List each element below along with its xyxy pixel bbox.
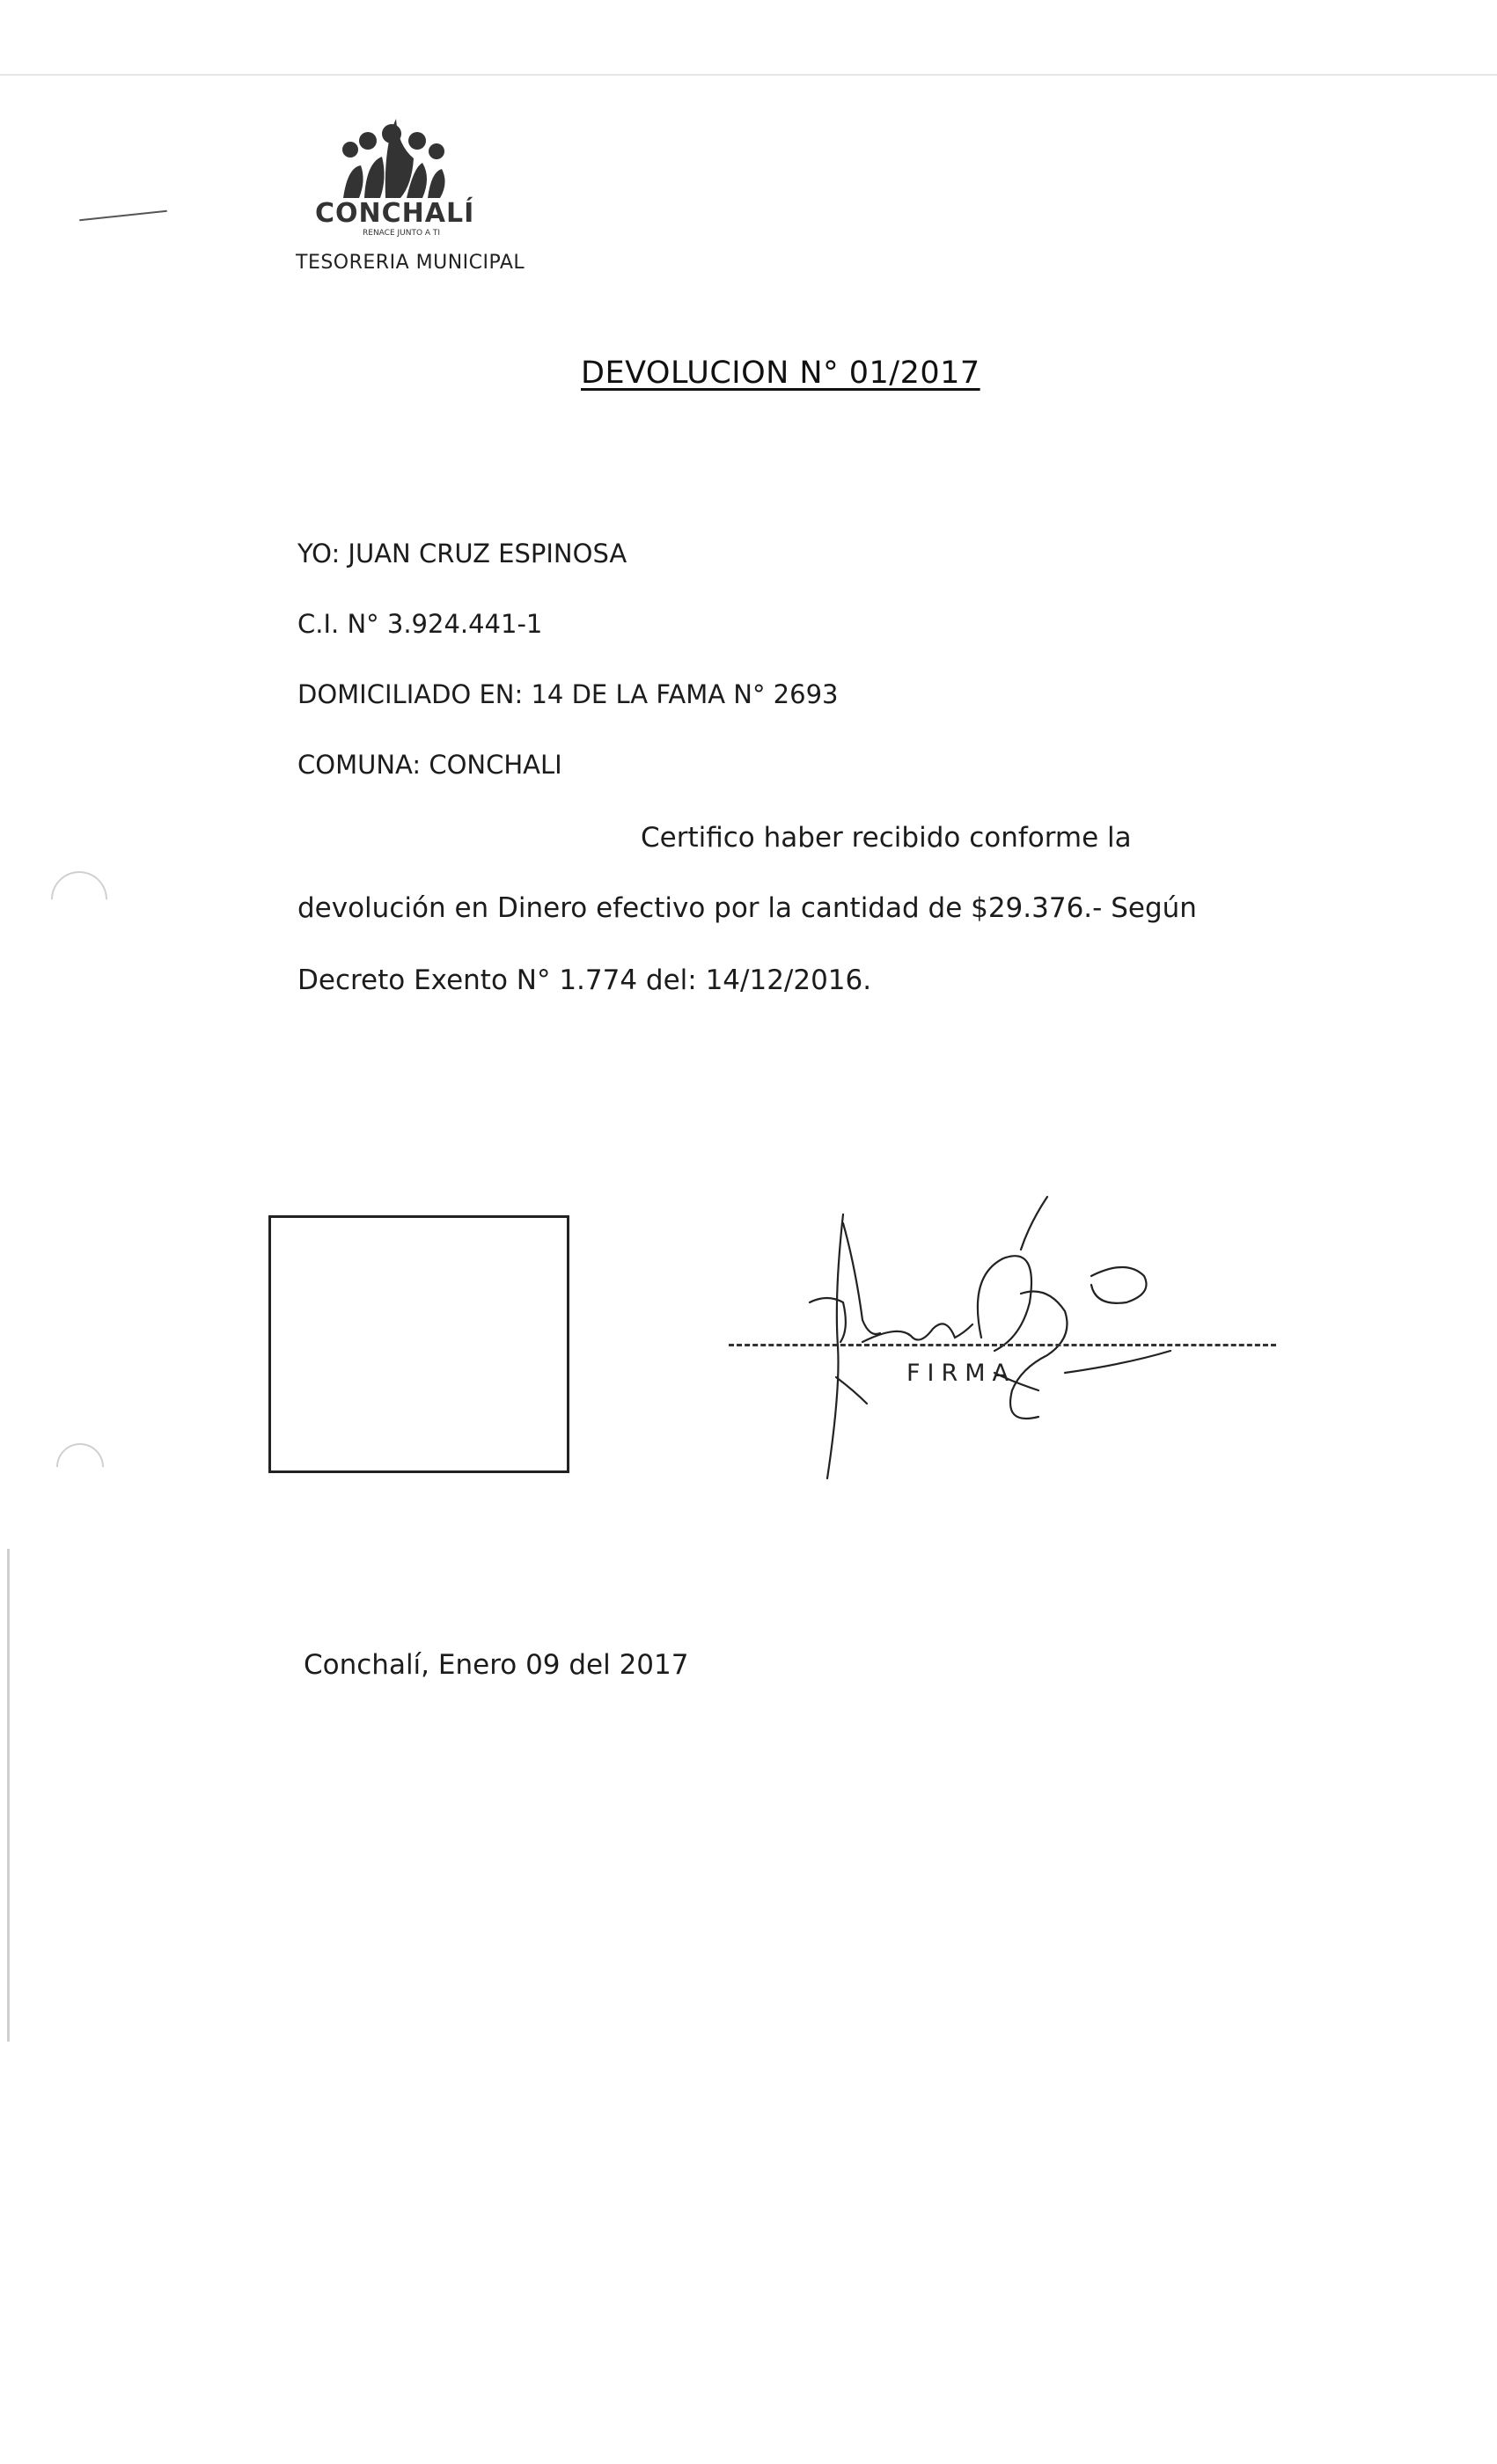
scan-mark [79,210,167,221]
logo-wordmark: CONCHALÍ [315,198,475,229]
stamp-box [268,1215,569,1473]
municipality-logo [308,114,502,238]
conchali-logo-icon [308,114,502,238]
name-field: YO: JUAN CRUZ ESPINOSA [297,539,627,568]
id-number-field: C.I. N° 3.924.441-1 [297,609,543,639]
certification-line-3: Decreto Exento N° 1.774 del: 14/12/2016. [297,964,872,996]
signature-line [729,1344,1276,1346]
treasury-heading: TESORERIA MUNICIPAL [296,252,525,274]
signature-label: FIRMA [906,1360,1016,1387]
commune-field: COMUNA: CONCHALI [297,750,562,780]
certification-line-1: Certifico haber recibido conforme la [641,822,1132,854]
page-top-edge [0,74,1497,76]
logo-tagline: RENACE JUNTO A TI [363,229,441,238]
handwritten-signature [757,1162,1197,1496]
punch-hole-mark [40,860,120,940]
page-left-edge [7,1549,10,2042]
document-title: DEVOLUCION N° 01/2017 [581,356,980,391]
address-field: DOMICILIADO EN: 14 DE LA FAMA N° 2693 [297,679,839,709]
certification-line-2: devolución en Dinero efectivo por la cantidad de $29.376.- Según [297,892,1197,924]
place-and-date: Conchalí, Enero 09 del 2017 [304,1649,689,1681]
punch-hole-mark [47,1434,114,1500]
